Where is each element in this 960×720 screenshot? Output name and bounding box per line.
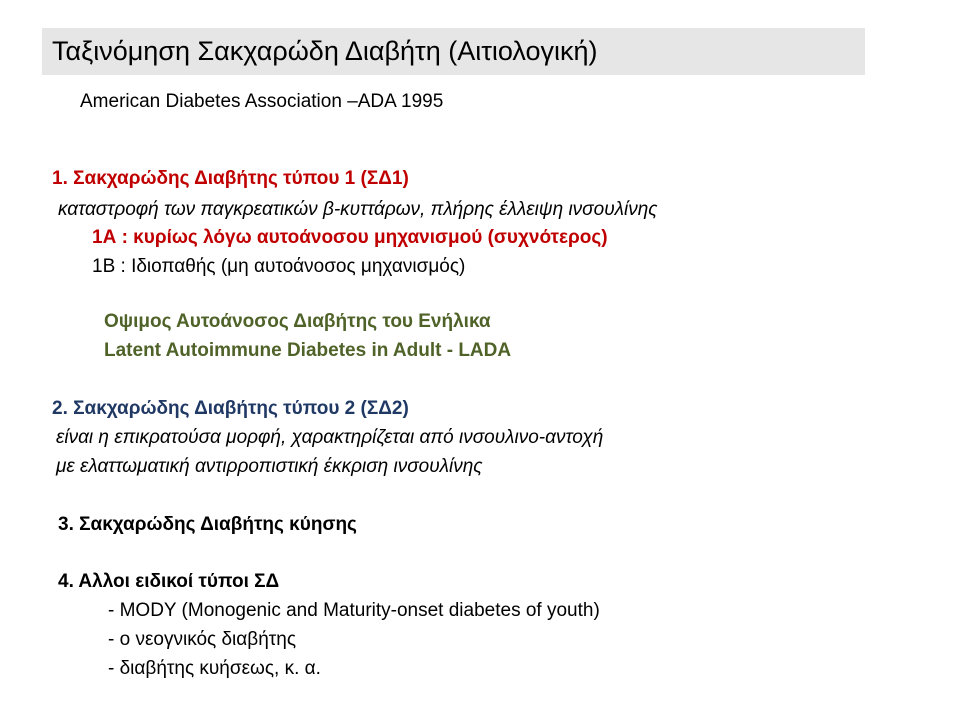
type4-item-mody: - MODY (Monogenic and Maturity-onset diabetes of youth) <box>108 600 600 621</box>
type2-heading: 2. Σακχαρώδης Διαβήτης τύπου 2 (ΣΔ2) <box>52 398 409 419</box>
lada-english-label: Latent Autoimmune Diabetes in Adult - LADA <box>104 340 512 361</box>
type1-description: καταστροφή των παγκρεατικών β-κυττάρων, πλήρης έλλειψη ινσουλίνης <box>58 199 658 220</box>
type3-heading: 3. Σακχαρώδης Διαβήτης κύησης <box>58 514 357 535</box>
slide-title: Ταξινόμηση Σακχαρώδη Διαβήτη (Αιτιολογική) <box>52 36 598 66</box>
type4-item-neonatal: - ο νεογνικός διαβήτης <box>108 629 296 650</box>
type4-item-gestational: - διαβήτης κυήσεως, κ. α. <box>108 658 321 679</box>
type2-description-line1: είναι η επικρατούσα μορφή, χαρακτηρίζεται από ινσουλινο-αντοχή <box>56 427 604 448</box>
subtitle-ada: American Diabetes Association –ADA 1995 <box>80 91 444 112</box>
type2-description-line2: με ελαττωματική αντιρροπιστική έκκριση ινσουλίνης <box>56 456 483 477</box>
type1b-subtype: 1Β : Ιδιοπαθής (μη αυτοάνοσος μηχανισμός) <box>92 256 466 277</box>
type1a-subtype: 1Α : κυρίως λόγω αυτοάνοσου μηχανισμού (συχνότερος) <box>92 227 608 248</box>
lada-greek-label: Οψιμος Αυτοάνοσος Διαβήτης του Ενήλικα <box>104 311 491 332</box>
type1-heading: 1. Σακχαρώδης Διαβήτης τύπου 1 (ΣΔ1) <box>52 168 409 189</box>
type4-heading: 4. Αλλοι ειδικοί τύποι ΣΔ <box>58 571 280 592</box>
